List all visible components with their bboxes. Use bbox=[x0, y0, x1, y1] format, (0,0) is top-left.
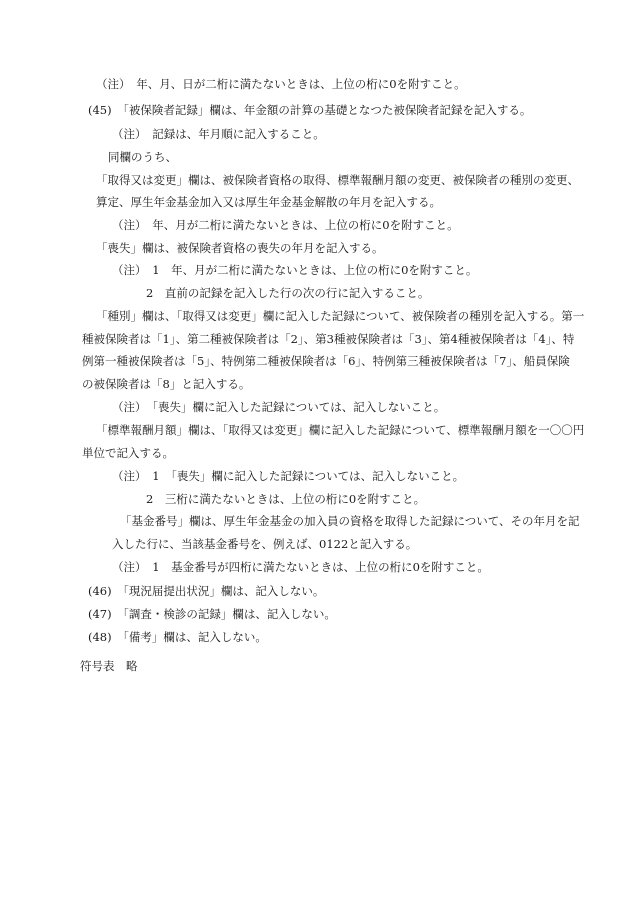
column-intro: 同欄のうち、 bbox=[108, 150, 177, 164]
fund-number-note: （注） 1 基金番号が四桁に満たないときは、上位の桁に0を附すこと。 bbox=[112, 560, 489, 574]
loss-column-desc: 「喪失」欄は、被保険者資格の喪失の年月を記入する。 bbox=[96, 241, 384, 255]
type-column-desc-line2: 種被保険者は「1」、第二種被保険者は「2」、第3種被保険者は「3」、第4種被保険者は「4」、特 bbox=[82, 332, 575, 346]
type-column-desc-line1: 「種別」欄は、「取得又は変更」欄に記入した記録について、被保険者の種別を記入する。第一 bbox=[96, 309, 585, 323]
type-column-desc-line4: の被保険者は「8」と記入する。 bbox=[82, 377, 251, 391]
symbol-table-omitted: 符号表 略 bbox=[80, 659, 138, 673]
note-chronological-order: （注） 記録は、年月順に記入すること。 bbox=[112, 127, 325, 141]
acquire-change-desc-line2: 算定、厚生年金基金加入又は厚生年金基金解散の年月を記入する。 bbox=[96, 195, 441, 209]
item-46-status: (46) 「現況届提出状況」欄は、記入しない。 bbox=[88, 584, 325, 598]
item-48-remarks: (48) 「備考」欄は、記入しない。 bbox=[88, 630, 267, 644]
note-year-month-digits: （注） 年、月が二桁に満たないときは、上位の桁に0を附すこと。 bbox=[112, 218, 459, 232]
note-date-digits: （注） 年、月、日が二桁に満たないときは、上位の桁に0を附すこと。 bbox=[96, 77, 466, 91]
item-47-exam-record: (47) 「調査・検診の記録」欄は、記入しない。 bbox=[88, 607, 336, 621]
fund-number-desc-line2: 入した行に、当該基金番号を、例えば、0122と記入する。 bbox=[112, 537, 418, 551]
std-salary-desc-line1: 「標準報酬月額」欄は、「取得又は変更」欄に記入した記録について、標準報酬月額を一〇〇円 bbox=[96, 423, 585, 437]
item-45-insured-record: (45) 「被保険者記録」欄は、年金額の計算の基礎となつた被保険者記録を記入する。 bbox=[88, 103, 532, 117]
loss-note-2: 2 直前の記録を記入した行の次の行に記入すること。 bbox=[146, 286, 430, 300]
acquire-change-desc-line1: 「取得又は変更」欄は、被保険者資格の取得、標準報酬月額の変更、被保険者の種別の変更、 bbox=[96, 173, 579, 187]
type-note: （注） 「喪失」欄に記入した記録については、記入しないこと。 bbox=[112, 400, 446, 414]
fund-number-desc-line1: 「基金番号」欄は、厚生年金基金の加入員の資格を取得した記録について、その年月を記 bbox=[120, 514, 580, 528]
type-column-desc-line3: 例第一種被保険者は「5」、特例第二種被保険者は「6」、特例第三種被保険者は「7」、船員保険 bbox=[82, 354, 570, 368]
std-salary-note-2: 2 三桁に満たないときは、上位の桁に0を附すこと。 bbox=[146, 492, 426, 506]
std-salary-desc-line2: 単位で記入する。 bbox=[82, 446, 174, 460]
std-salary-note-1: （注） 1 「喪失」欄に記入した記録については、記入しないこと。 bbox=[112, 469, 465, 483]
loss-note-1: （注） 1 年、月が二桁に満たないときは、上位の桁に0を附すこと。 bbox=[112, 263, 478, 277]
